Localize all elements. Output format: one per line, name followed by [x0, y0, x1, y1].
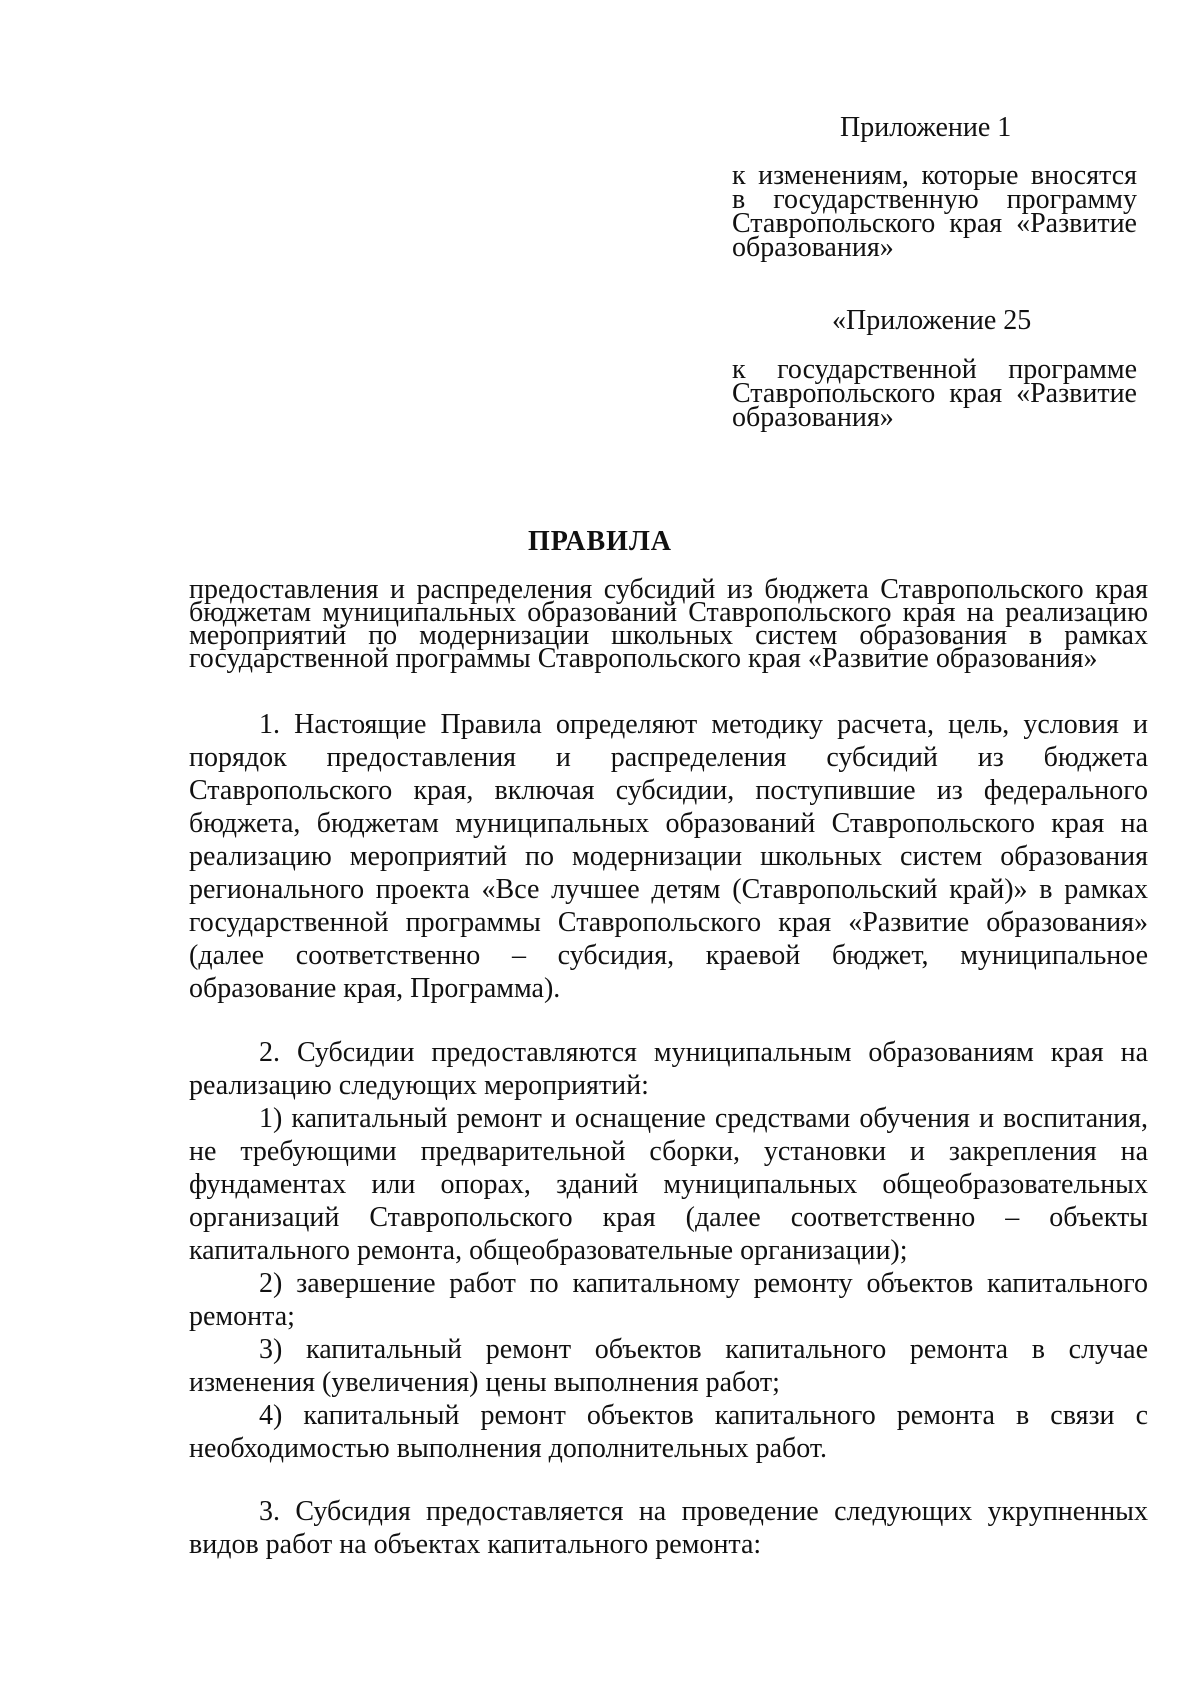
- clause-2-item-1: 1) капитальный ремонт и оснащение средствами обучения и воспитания, не требующими предварительной сборки, установки и закрепления на фундаментах или опорах, зданий муниципальных общеобразовательных организаций Ставропольского края (далее соответственно – объекты капитального ремонта, общеобразовательные организации);: [189, 1103, 1148, 1266]
- clause-3: [189, 1495, 1148, 1561]
- document-title: ПРАВИЛА: [527, 526, 673, 557]
- clause-2: [189, 1036, 1148, 1465]
- annex-25-reference: к государственной программе Ставропольского края «Развитие образования»: [732, 354, 1137, 433]
- clause-2-intro: 2. Субсидии предоставляются муниципальным образованиям края на реализацию следующих мероприятий:: [189, 1037, 1148, 1101]
- clause-1-text: 1. Настоящие Правила определяют методику расчета, цель, условия и порядок предоставления и распределения субсидий из бюджета Ставропольского края, включая субсидии, поступившие из федерального бюджета, бюджетам муниципальных образований Ставропольского края на реализацию мероприятий по модернизации школьных систем образования регионального проекта «Все лучшее детям (Ставропольский край)» в рамках государственной программы Ставропольского края «Развитие образования» (далее соответственно – субсидия, краевой бюджет, муниципальное образование края, Программа).: [189, 709, 1148, 1004]
- document-subtitle: предоставления и распределения субсидий из бюджета Ставропольского края бюджетам муниципальных образований Ставропольского края на реализацию мероприятий по модернизации школьных систем образования в рамках государственной программы Ставропольского края «Развитие образования»: [189, 574, 1148, 674]
- clause-2-item-3: 3) капитальный ремонт объектов капитального ремонта в случае изменения (увеличения) цены выполнения работ;: [189, 1334, 1148, 1398]
- clause-1: [189, 708, 1148, 1005]
- annex-25-title: «Приложение 25: [832, 305, 1032, 336]
- clause-2-item-4: 4) капитальный ремонт объектов капитального ремонта в связи с необходимостью выполнения дополнительных работ.: [189, 1400, 1148, 1464]
- clause-3-text: 3. Субсидия предоставляется на проведение следующих укрупненных видов работ на объектах капитального ремонта:: [189, 1496, 1148, 1560]
- annex-1-reference: к изменениям, которые вносятся в государственную программу Ставропольского края «Развитие образования»: [732, 160, 1137, 263]
- clause-2-item-2: 2) завершение работ по капитальному ремонту объектов капитального ремонта;: [189, 1268, 1148, 1332]
- annex-1-title: Приложение 1: [840, 112, 1012, 143]
